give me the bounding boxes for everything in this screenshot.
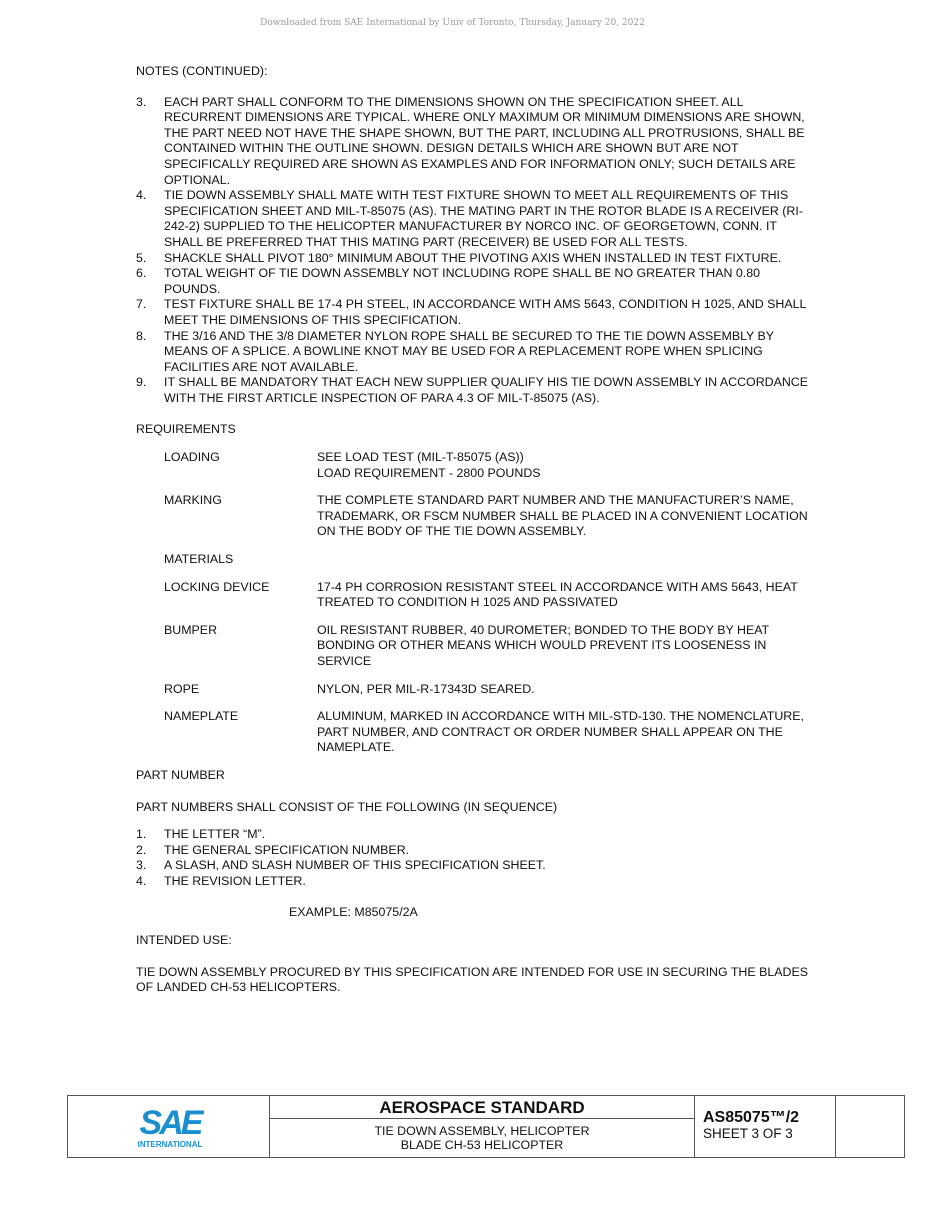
- intended-use-text: TIE DOWN ASSEMBLY PROCURED BY THIS SPECIFICATION ARE INTENDED FOR USE IN SECURING THE BLADES OF LANDED CH-53 HELICOPTERS.: [136, 964, 808, 995]
- requirement-line: ALUMINUM, MARKED IN ACCORDANCE WITH MIL-STD-130. THE NOMENCLATURE, PART NUMBER, AND CONTRACT OR ORDER NUMBER SHALL APPEAR ON THE NAMEPLATE.: [317, 709, 804, 755]
- requirements-heading: REQUIREMENTS: [136, 422, 236, 437]
- item-text: A SLASH, AND SLASH NUMBER OF THIS SPECIFICATION SHEET.: [164, 858, 546, 873]
- part-number-example: EXAMPLE: M85075/2A: [289, 904, 418, 919]
- requirement-label: LOADING: [164, 450, 220, 465]
- notes-list: [136, 95, 816, 407]
- requirement-line: 17-4 PH CORROSION RESISTANT STEEL IN ACCORDANCE WITH AMS 5643, HEAT TREATED TO CONDITION H 1025 AND PASSIVATED: [317, 579, 798, 610]
- part-number-item: [136, 843, 816, 859]
- requirement-value: [317, 493, 816, 540]
- item-text: THE GENERAL SPECIFICATION NUMBER.: [164, 842, 410, 857]
- intended-use-heading: INTENDED USE:: [136, 933, 232, 948]
- doc-number-cell: [695, 1096, 836, 1157]
- note-text: TEST FIXTURE SHALL BE 17-4 PH STEEL, IN ACCORDANCE WITH AMS 5643, CONDITION H 1025, AND SHALL MEET THE DIMENSIONS OF THIS SPECIFICATION.: [164, 297, 806, 327]
- item-number: 3.: [136, 858, 147, 873]
- note-number: 5.: [136, 250, 147, 265]
- note-text: TIE DOWN ASSEMBLY SHALL MATE WITH TEST FIXTURE SHOWN TO MEET ALL REQUIREMENTS OF THIS SPECIFICATION SHEET AND MIL-T-85075 (AS). THE MATING PART IN THE ROTOR BLADE IS A RECEIVER (RI-242-2) SUPPLIED TO THE HELICOPTER MANUFACTURER BY NORCO INC. OF GEORGETOWN, CONN. IT SHALL BE PREFERRED THAT THIS MATING PART (RECEIVER) BE USED FOR ALL TESTS.: [164, 188, 803, 249]
- note-text: SHACKLE SHALL PIVOT 180° MINIMUM ABOUT THE PIVOTING AXIS WHEN INSTALLED IN TEST FIXTURE.: [164, 250, 782, 265]
- requirement-row: [164, 580, 816, 611]
- requirement-line: SEE LOAD TEST (MIL-T-85075 (AS)): [317, 450, 524, 465]
- requirement-value: [317, 682, 816, 698]
- requirement-value: [317, 580, 816, 611]
- note-item: [136, 375, 816, 406]
- requirement-row: [164, 682, 816, 698]
- requirement-value: [317, 623, 816, 670]
- requirement-label: LOCKING DEVICE: [164, 579, 270, 594]
- standard-type: AEROSPACE STANDARD: [270, 1096, 694, 1119]
- document-body: [136, 64, 816, 996]
- requirement-label: BUMPER: [164, 622, 218, 637]
- item-number: 1.: [136, 827, 147, 842]
- requirements-table: [136, 450, 816, 756]
- blank-cell: [836, 1096, 906, 1157]
- sae-logo-icon: [136, 1104, 204, 1150]
- item-number: 2.: [136, 842, 147, 857]
- note-number: 7.: [136, 297, 147, 312]
- note-text: EACH PART SHALL CONFORM TO THE DIMENSIONS SHOWN ON THE SPECIFICATION SHEET. ALL RECURRENT DIMENSIONS ARE TYPICAL. WHERE ONLY MAXIMUM OR MINIMUM DIMENSIONS ARE SHOWN, THE PART NEED NOT HAVE THE SHAPE SHOWN, BUT THE PART, INCLUDING ALL PROTRUSIONS, SHALL BE CONTAINED WITHIN THE OUTLINE SHOWN. DESIGN DETAILS WHICH ARE SHOWN BUT ARE NOT SPECIFICALLY REQUIRED ARE SHOWN AS EXAMPLES AND FOR INFORMATION ONLY; SUCH DETAILS ARE OPTIONAL.: [164, 94, 805, 187]
- requirement-value: [317, 709, 816, 756]
- requirement-label: NAMEPLATE: [164, 709, 239, 724]
- note-item: [136, 329, 816, 376]
- requirement-value: [317, 552, 816, 568]
- requirement-value: [317, 450, 816, 481]
- note-item: [136, 251, 816, 267]
- item-number: 4.: [136, 873, 147, 888]
- document-title: [270, 1119, 694, 1152]
- note-text: TOTAL WEIGHT OF TIE DOWN ASSEMBLY NOT INCLUDING ROPE SHALL BE NO GREATER THAN 0.80 POUNDS.: [164, 266, 761, 296]
- note-item: [136, 266, 816, 297]
- note-item: [136, 95, 816, 189]
- note-number: 3.: [136, 94, 147, 109]
- title-line-1: TIE DOWN ASSEMBLY, HELICOPTER: [374, 1124, 590, 1138]
- requirement-row: [164, 552, 816, 568]
- part-number-item: [136, 827, 816, 843]
- requirement-line: OIL RESISTANT RUBBER, 40 DUROMETER; BONDED TO THE BODY BY HEAT BONDING OR OTHER MEANS WHICH WOULD PREVENT ITS LOOSENESS IN SERVICE: [317, 622, 769, 668]
- requirement-row: [164, 709, 816, 756]
- requirement-row: [164, 450, 816, 481]
- note-number: 6.: [136, 266, 147, 281]
- logo-wordmark: SAE: [139, 1104, 201, 1142]
- notes-heading: NOTES (CONTINUED):: [136, 64, 268, 78]
- note-text: THE 3/16 AND THE 3/8 DIAMETER NYLON ROPE SHALL BE SECURED TO THE TIE DOWN ASSEMBLY BY MEANS OF A SPLICE. A BOWLINE KNOT MAY BE USED FOR A REPLACEMENT ROPE WHEN SPLICING FACILITIES ARE NOT AVAILABLE.: [164, 328, 774, 374]
- part-number-description: PART NUMBERS SHALL CONSIST OF THE FOLLOWING (IN SEQUENCE): [136, 799, 558, 814]
- requirement-line: NYLON, PER MIL-R-17343D SEARED.: [317, 681, 535, 696]
- part-number-item: [136, 874, 816, 890]
- note-number: 4.: [136, 188, 147, 203]
- title-block: [67, 1095, 905, 1158]
- requirement-label: MARKING: [164, 493, 222, 508]
- note-text: IT SHALL BE MANDATORY THAT EACH NEW SUPPLIER QUALIFY HIS TIE DOWN ASSEMBLY IN ACCORDANCE WITH THE FIRST ARTICLE INSPECTION OF PARA 4.3 OF MIL-T-85075 (AS).: [164, 375, 809, 405]
- note-number: 9.: [136, 375, 147, 390]
- part-number-item: [136, 858, 816, 874]
- requirement-line: LOAD REQUIREMENT - 2800 POUNDS: [317, 465, 541, 480]
- title-line-2: BLADE CH-53 HELICOPTER: [400, 1138, 564, 1152]
- part-number-heading: PART NUMBER: [136, 767, 225, 782]
- requirement-label: MATERIALS: [164, 552, 234, 567]
- item-text: THE REVISION LETTER.: [164, 873, 306, 888]
- requirement-row: [164, 623, 816, 670]
- note-item: [136, 188, 816, 250]
- title-cell: [270, 1096, 695, 1157]
- download-watermark: Downloaded from SAE International by Univ of Toronto, Thursday, January 20, 2022: [260, 18, 645, 28]
- requirement-line: THE COMPLETE STANDARD PART NUMBER AND THE MANUFACTURER’S NAME, TRADEMARK, OR FSCM NUMBER SHALL BE PLACED IN A CONVENIENT LOCATION ON THE BODY OF THE TIE DOWN ASSEMBLY.: [317, 493, 808, 539]
- logo-subtext: INTERNATIONAL: [137, 1140, 203, 1149]
- part-number-list: [136, 827, 816, 889]
- sheet-number: SHEET 3 OF 3: [703, 1126, 793, 1141]
- document-number: AS85075™/2: [703, 1109, 800, 1126]
- logo-cell: [68, 1096, 270, 1157]
- note-item: [136, 297, 816, 328]
- item-text: THE LETTER “M”.: [164, 827, 266, 842]
- requirement-row: [164, 493, 816, 540]
- requirement-label: ROPE: [164, 681, 200, 696]
- note-number: 8.: [136, 328, 147, 343]
